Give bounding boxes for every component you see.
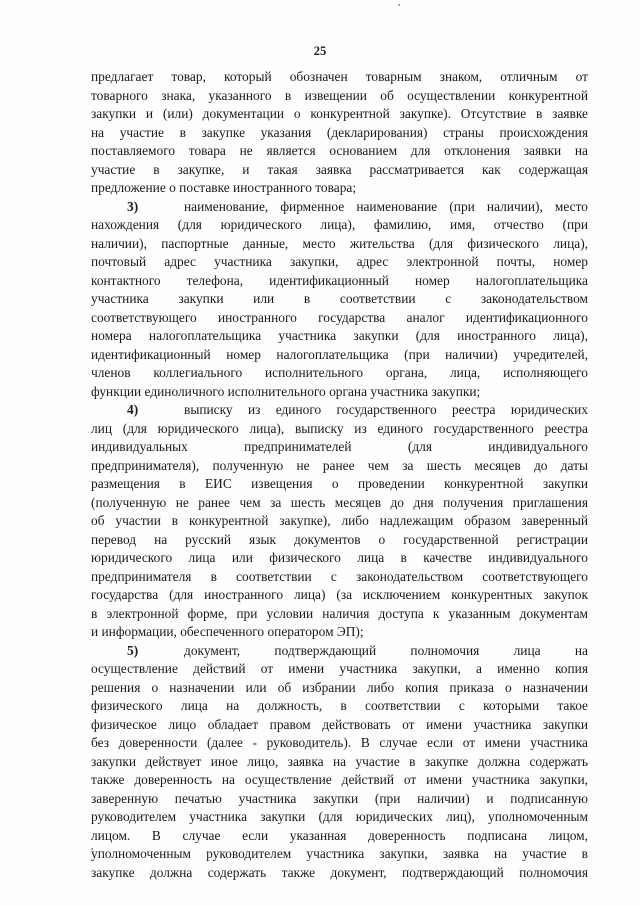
text-line	[91, 272, 588, 291]
text-line	[91, 216, 588, 235]
line-text: номера налогоплательщика участника закупки (для иностранного лица),	[91, 328, 588, 343]
line-text: (полученную не ранее чем за шесть месяцев до дня получения приглашения	[91, 494, 588, 510]
text-line	[91, 512, 588, 531]
text-line	[91, 124, 588, 143]
line-text: участие в закупке, и такая заявка рассматривается как содержащая	[91, 161, 588, 177]
line-text: идентификационный номер налогоплательщика (при наличии) учредителей,	[91, 346, 588, 362]
line-text: закупке должна содержать также документ, подтверждающий полномочия	[91, 864, 588, 880]
text-line	[91, 327, 588, 346]
line-text: размещения в ЕИС извещения о проведении конкурентной закупки	[91, 476, 588, 491]
line-text: соответствующего иностранного государства аналог идентификационного	[91, 309, 588, 325]
text-line	[91, 420, 588, 439]
list-item-number: 5)	[127, 642, 139, 658]
text-line	[91, 253, 588, 272]
text-line	[91, 142, 588, 161]
text-line	[91, 753, 588, 772]
text-line	[91, 845, 588, 864]
text-line	[91, 198, 588, 217]
line-text: об участии в конкурентной закупке), либо надлежащим образом заверенный	[91, 513, 588, 528]
text-line	[91, 475, 588, 494]
line-text: перевод на русский язык документов о государственной регистрации	[91, 531, 588, 547]
text-line	[91, 605, 588, 624]
text-line	[91, 864, 588, 883]
text-line	[91, 494, 588, 513]
line-text: физического лица на должность, в соответствии с которыми такое	[91, 698, 588, 713]
text-line	[91, 808, 588, 827]
line-text: товарного знака, указанного в извещении об осуществлении конкурентной	[91, 87, 588, 103]
line-text: предпринимателя в соответствии с законодательством соответствующего	[91, 568, 588, 584]
text-line	[91, 68, 588, 87]
line-text: решения о назначении или об избрании либо копия приказа о назначении	[91, 679, 588, 695]
line-text: наличии), паспортные данные, место жительства (для физического лица),	[91, 235, 588, 251]
text-line	[91, 586, 588, 605]
line-text: закупки действует иное лицо, заявка на участие в закупке должна содержать	[91, 753, 588, 769]
line-text: также доверенность на осуществление действий от имени участника закупки,	[91, 772, 588, 787]
line-text: на участие в закупке указания (декларирования) страны происхождения	[91, 124, 588, 140]
text-line	[91, 697, 588, 716]
line-text: документ, подтверждающий полномочия лица на	[184, 642, 588, 658]
document-body	[91, 68, 588, 882]
line-text: и информации, обеспеченного оператором ЭП);	[91, 624, 364, 639]
line-text: физическое лицо обладает правом действовать от имени участника закупки	[91, 716, 588, 732]
line-text: заверенную печатью участника закупки (при наличии) и подписанную	[91, 790, 588, 806]
line-text: уполномоченным руководителем участника закупки, заявка на участие в	[91, 846, 588, 861]
line-text: индивидуальных предпринимателей (для индивидуального	[91, 439, 588, 454]
text-line	[91, 235, 588, 254]
line-text: предложение о поставке иностранного товара;	[91, 180, 357, 195]
text-line	[91, 568, 588, 587]
text-line	[91, 457, 588, 476]
text-line	[91, 87, 588, 106]
text-line	[91, 438, 588, 457]
line-text: в электронной форме, при условии наличия доступа к указанным документам	[91, 605, 588, 621]
text-line	[91, 531, 588, 550]
text-line	[91, 383, 588, 402]
text-line	[91, 827, 588, 846]
line-text: без доверенности (далее - руководитель). В случае если от имени участника	[91, 735, 588, 750]
line-text: наименование, фирменное наименование (при наличии), место	[184, 198, 588, 214]
page-number: 25	[313, 44, 327, 58]
text-line	[91, 364, 588, 383]
text-line	[91, 660, 588, 679]
text-line	[91, 105, 588, 124]
text-line	[91, 716, 588, 735]
line-text: почтовый адрес участника закупки, адрес электронной почты, номер	[91, 254, 588, 269]
text-line	[91, 290, 588, 309]
list-item-number: 3)	[127, 198, 139, 214]
line-text: контактного телефона, идентификационный номер налогоплательщика	[91, 272, 588, 288]
line-text: предлагает товар, который обозначен товарным знаком, отличным от	[91, 69, 588, 84]
line-text: лиц (для юридического лица), выписку из единого государственного реестра	[91, 420, 588, 436]
list-item-number: 4)	[127, 402, 139, 417]
line-text: членов коллегиального исполнительного органа, лица, исполняющего	[91, 365, 588, 380]
line-text: осуществление действий от имени участника закупки, а именно копия	[91, 661, 588, 676]
text-line	[91, 346, 588, 365]
text-line	[91, 771, 588, 790]
line-text: предпринимателя), полученную не ранее чем за шесть месяцев до даты	[91, 457, 588, 473]
line-text: лицом. В случае если указанная доверенность подписана лицом,	[91, 827, 588, 843]
line-text: государства (для иностранного лица) (за исключением конкурентных закупок	[91, 587, 588, 602]
text-line	[91, 549, 588, 568]
line-text: выписку из единого государственного реестра юридических	[184, 402, 588, 417]
text-line	[91, 734, 588, 753]
text-line	[91, 401, 588, 420]
text-line	[91, 623, 588, 642]
text-line	[91, 309, 588, 328]
text-line	[91, 179, 588, 198]
text-line	[91, 642, 588, 661]
text-line	[91, 790, 588, 809]
line-text: нахождения (для юридического лица), фамилию, имя, отчество (при	[91, 217, 588, 232]
line-text: функции единоличного исполнительного органа участника закупки;	[91, 383, 481, 399]
line-text: руководителем участника закупки (для юридических лиц), уполномоченным	[91, 809, 588, 824]
line-text: участника закупки или в соответствии с законодательством	[91, 291, 588, 306]
text-line	[91, 161, 588, 180]
line-text: поставляемого товара не является основанием для отклонения заявки на	[91, 143, 588, 158]
line-text: закупки и (или) документации о конкурентной закупке). Отсутствие в заявке	[91, 106, 588, 121]
scan-artifact	[398, 4, 400, 6]
line-text: юридического лица или физического лица в качестве индивидуального	[91, 550, 588, 565]
text-line	[91, 679, 588, 698]
